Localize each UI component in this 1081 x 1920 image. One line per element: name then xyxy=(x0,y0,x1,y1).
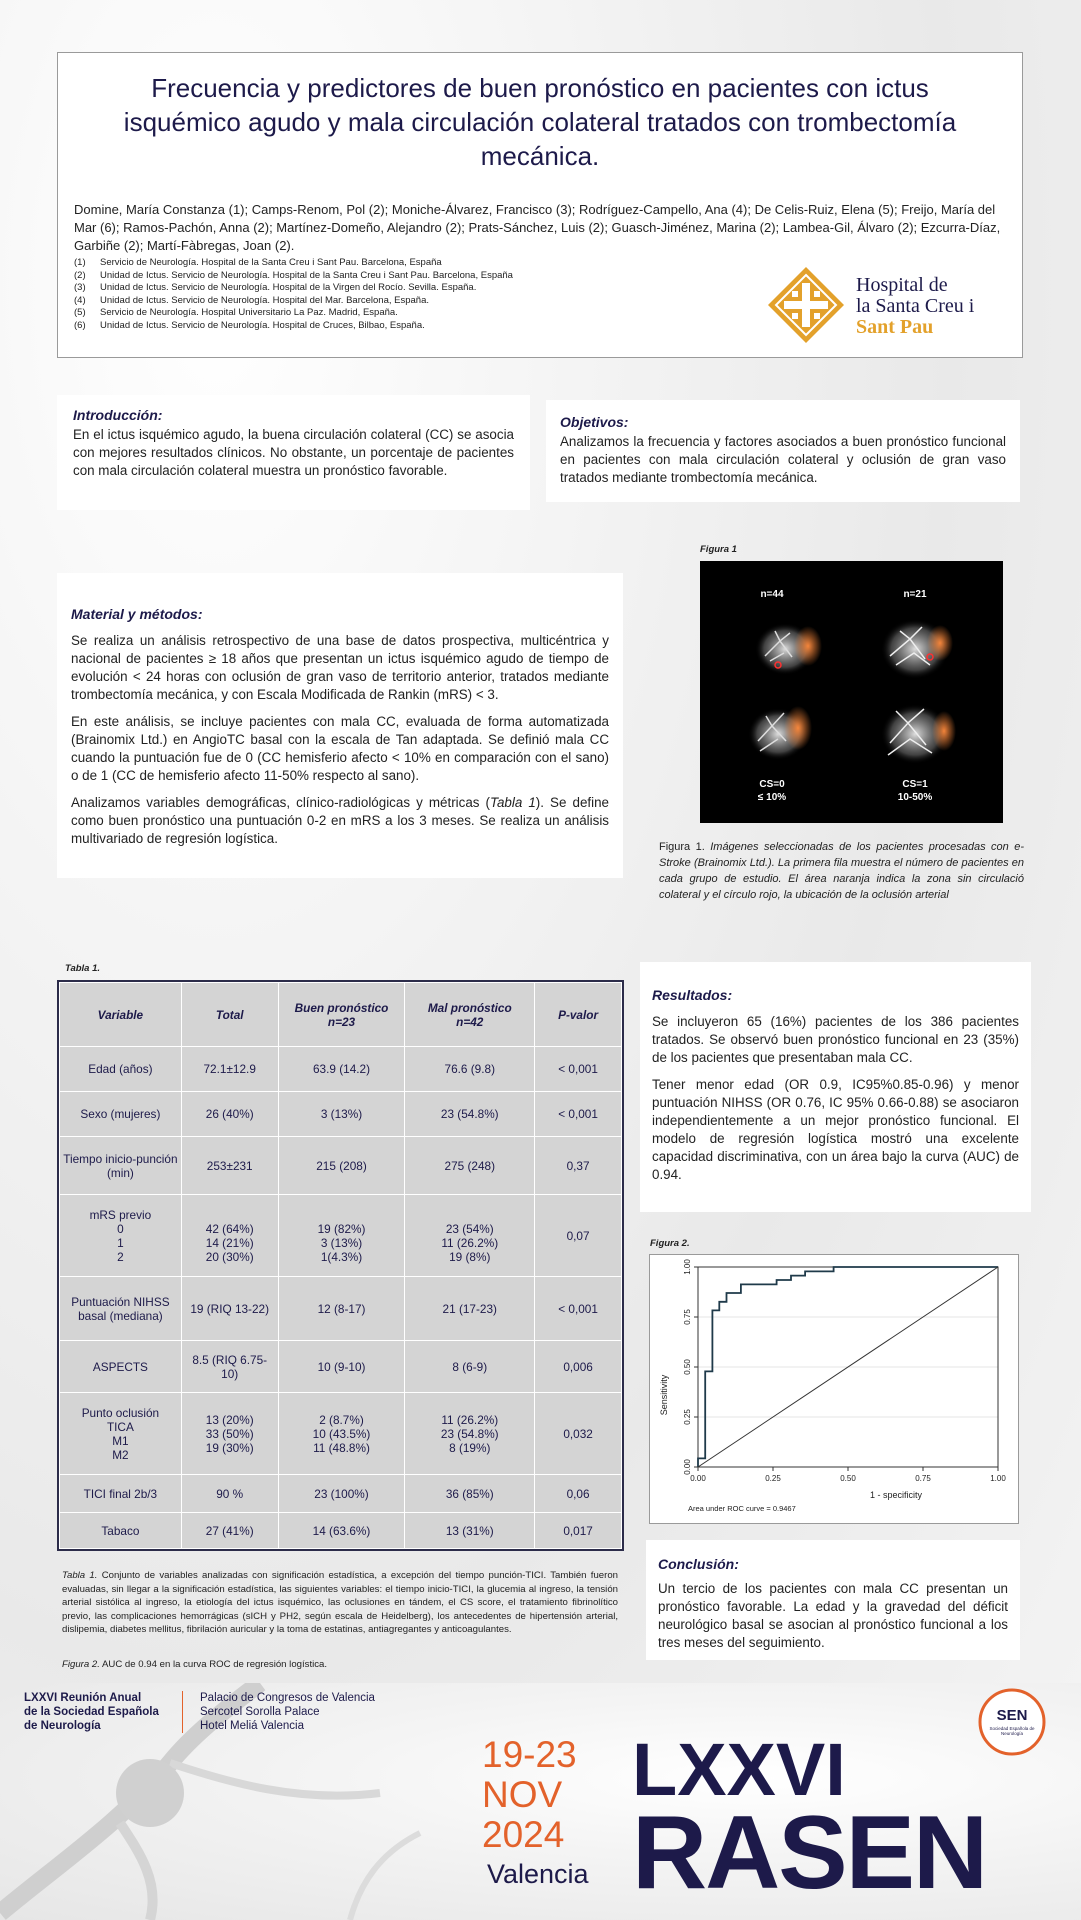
objectives-panel xyxy=(546,400,1020,502)
results-title: Resultados: xyxy=(652,987,733,1003)
congress-edition: LXXVI xyxy=(632,1728,846,1811)
hospital-logo xyxy=(766,265,1006,347)
affiliation-item: (5) Servicio de Neurología. Hospital Universitario La Paz. Madrid, España. xyxy=(74,307,398,318)
affiliation-item: (2) Unidad de Ictus. Servicio de Neurología. Hospital de la Santa Creu i Sant Pau. Barcelona, España xyxy=(74,269,513,281)
roc-ytick-label: 0.25 xyxy=(683,1409,692,1425)
objectives-text: Analizamos la frecuencia y factores asociados a buen pronóstico funcional en pacientes con mala circulación colateral y oclusión de gran vaso tratados mediante trombectomía mecánica. xyxy=(560,434,1006,485)
intro-panel xyxy=(57,395,530,510)
sen-logo: SEN Sociedad Española de Neurología xyxy=(966,1687,1058,1757)
roc-chart xyxy=(649,1254,1019,1524)
roc-ylabel: Sensitivity xyxy=(659,1374,669,1416)
table-header-row: Variable Total Buen pronóstico n=23 Mal pronóstico n=42 P-valor xyxy=(60,983,622,1047)
affiliation-item: (6) Unidad de Ictus. Servicio de Neurología. Hospital de Cruces, Bilbao, España. xyxy=(74,319,425,331)
roc-ytick-label: 0.75 xyxy=(683,1309,692,1325)
table-row: Puntuación NIHSS basal (mediana) 19 (RIQ 13-22) 12 (8-17) 21 (17-23) < 0,001 xyxy=(60,1277,622,1341)
affiliation-item: (1) Servicio de Neurología. Hospital de la Santa Creu i Sant Pau. Barcelona, España xyxy=(74,257,442,268)
roc-ytick-label: 0.50 xyxy=(683,1359,692,1375)
title-panel xyxy=(57,52,1023,358)
fig1-cs-right-2: 10-50% xyxy=(897,792,933,803)
table-row: Punto oclusión TICA M1 M2 13 (20%) 33 (50%) 19 (30%) 2 (8.7%) 10 (43.5%) 11 (48.8%) 11 (26.2%) 23 (54.8%) 8 (19%) 0,032 xyxy=(60,1393,622,1475)
intro-text: En el ictus isquémico agudo, la buena circulación colateral (CC) se asocia con mejores resultados clínicos. No obstante, un porcentaje de pacientes con mala circulación colateral muestra un pronóstico favorable. xyxy=(73,427,514,478)
congress-city: Valencia xyxy=(487,1859,589,1889)
roc-xtick-label: 0.50 xyxy=(840,1474,856,1483)
roc-xtick-label: 0.75 xyxy=(915,1474,931,1483)
conclusion-panel xyxy=(646,1540,1020,1660)
table-row: Tiempo inicio-punción (min) 253±231 215 (208) 275 (248) 0,37 xyxy=(60,1137,622,1195)
roc-xtick-label: 1.00 xyxy=(990,1474,1006,1483)
results-p2: Tener menor edad (OR 0.9, IC95%0.85-0.96) y menor puntuación NIHSS (OR 0.76, IC 95% 0.66-0.88) se asociaron independientemente a un mejor pronóstico funcional. El modelo de regresión logística mostró una excelente capacidad discriminativa, con un área bajo la curva (AUC) de 0.94. xyxy=(652,1077,1019,1182)
conclusion-title: Conclusión: xyxy=(658,1556,739,1572)
table-row: Sexo (mujeres) 26 (40%) 3 (13%) 23 (54.8%) < 0,001 xyxy=(60,1092,622,1137)
fig1-cs-right-1: CS=1 xyxy=(902,779,928,790)
authors: Domine, María Constanza (1); Camps-Renom, Pol (2); Moniche-Álvarez, Francisco (3); Rodríguez-Campello, Ana (4); De Celis-Ruiz, Elena (5); Freijo, María del Mar (6); Ramos-Pachón, Anna (2); Martínez-Domeño, Alejandro (2); Prats-Sánchez, Luis (2); Guasch-Jiménez, Marina (2); Lambea-Gil, Álvaro (2); Ezcurra-Díaz, Garbiñe (2); Martí-Fàbregas, Joan (2). xyxy=(74,202,1001,253)
poster-title: Frecuencia y predictores de buen pronóstico en pacientes con ictus isquémico agudo y mala circulación colateral tratados con trombectomía mecánica. xyxy=(123,73,957,171)
affiliation-item: (4) Unidad de Ictus. Servicio de Neurología. Hospital del Mar. Barcelona, España. xyxy=(74,294,429,306)
figure1-caption: Figura 1. Imágenes seleccionadas de los pacientes procesadas con e-Stroke (Brainomix Ltd.). La primera fila muestra el número de pacientes en cada grupo de estudio. El área naranja indica la zona sin circulació colateral y el círculo rojo, la ubicación de la oclusión arterial xyxy=(659,841,1024,901)
roc-annotation: Area under ROC curve = 0.9467 xyxy=(688,1504,796,1513)
roc-ytick-label: 0.00 xyxy=(683,1459,692,1475)
roc-xtick-label: 0.00 xyxy=(690,1474,706,1483)
intro-title: Introducción: xyxy=(73,407,163,423)
roc-xtick-label: 0.25 xyxy=(765,1474,781,1483)
congress-dates: 19-23 NOV 2024 xyxy=(482,1734,577,1855)
venues-text: Palacio de Congresos de Valencia Sercotel Sorolla Palace Hotel Meliá Valencia xyxy=(200,1692,375,1732)
results-p1: Se incluyeron 65 (16%) pacientes de los 386 pacientes tratados. Se observó buen pronóstico funcional en 23 (35%) de los pacientes que presentaban mala CC. xyxy=(652,1014,1019,1065)
roc-ytick-label: 1.00 xyxy=(683,1259,692,1275)
table1 xyxy=(59,982,622,1549)
table-row: TICI final 2b/3 90 % 23 (100%) 36 (85%) 0,06 xyxy=(60,1475,622,1513)
logo-text: Hospital de la Santa Creu i Sant Pau xyxy=(856,274,975,338)
figure1-label: Figura 1 xyxy=(700,544,737,555)
roc-xlabel: 1 - specificity xyxy=(869,1490,923,1500)
congress-footer xyxy=(0,1683,1081,1920)
table-row: ASPECTS 8.5 (RIQ 6.75-10) 10 (9-10) 8 (6-9) 0,006 xyxy=(60,1341,622,1393)
figure2-label: Figura 2. xyxy=(650,1238,690,1249)
congress-name: RASEN xyxy=(632,1795,987,1911)
hospital-crest-icon xyxy=(766,265,846,345)
objectives-title: Objetivos: xyxy=(560,414,629,430)
methods-p2: En este análisis, se incluye pacientes con mala CC, evaluada de forma automatizada (Brainomix Ltd.) en AngioTC basal con la escala de Tan adaptada. Se definió mala CC cuando la puntuación fue de 0 (CC hemisferio afecto < 10% en comparación con el sano) o de 1 (CC de hemisferio afecto 11-50% respecto al sano). xyxy=(71,714,609,783)
table-row: mRS previo 0 1 2 42 (64%) 14 (21%) 20 (30%) 19 (82%) 3 (13%) 1(4.3%) 23 (54%) 11 (26.2%) 19 (8%) 0,07 xyxy=(60,1195,622,1277)
figure1-angiography-image xyxy=(700,561,1003,823)
table-row: Tabaco 27 (41%) 14 (63.6%) 13 (31%) 0,017 xyxy=(60,1513,622,1549)
table1-caption: Tabla 1. Conjunto de variables analizadas con significación estadística, a excepción del tiempo punción-TICI. También fueron evaluadas, sin llegar a la significación estadística, las siguientes variables: el tiempo inicio-TICI, la glucemia al ingreso, la tensión arterial sistólica al ingreso, la etiología del ictus isquémico, las oclusiones en tándem, el CS score, el tratamiento fibrinolítico previo, las complicaciones hemorrágicas (sICH y PH2, según escala de Heidelberg), los antecedentes de hipertensión arterial, dislipemia, diabetes mellitus, fibrilación auricular y la toma de estatinas, antiagregantes y anticoagulantes. xyxy=(62,1570,618,1635)
methods-title: Material y métodos: xyxy=(71,606,203,622)
table-row: Edad (años) 72.1±12.9 63.9 (14.2) 76.6 (9.8) < 0,001 xyxy=(60,1047,622,1092)
affiliation-item: (3) Unidad de Ictus. Servicio de Neurología. Hospital de la Virgen del Rocío. Sevilla. España. xyxy=(74,282,477,293)
fig1-n-right: n=21 xyxy=(903,589,927,600)
results-panel xyxy=(640,962,1031,1212)
fig1-cs-left-2: ≤ 10% xyxy=(757,792,787,803)
figure2-caption: Figura 2. AUC de 0.94 en la curva ROC de regresión logística. xyxy=(62,1659,328,1670)
reunion-text: LXXVI Reunión Anual de la Sociedad Española de Neurología xyxy=(24,1692,159,1732)
methods-p3: Analizamos variables demográficas, clínico-radiológicas y métricas (Tabla 1). Se define como buen pronóstico una puntuación 0-2 en mRS a los 3 meses. Se realiza un análisis multivariado de regresión logística. xyxy=(71,795,609,846)
affiliations xyxy=(74,257,634,332)
table1-label: Tabla 1. xyxy=(65,963,101,974)
footer-divider xyxy=(182,1691,183,1733)
fig1-cs-left-1: CS=0 xyxy=(759,779,785,790)
conclusion-text: Un tercio de los pacientes con mala CC presentan un pronóstico favorable. La edad y la gravedad del déficit neurológico basal se asocian al pronóstico funcional a los tres meses del seguimiento. xyxy=(658,1581,1008,1650)
fig1-n-left: n=44 xyxy=(760,589,784,600)
methods-p1: Se realiza un análisis retrospectivo de una base de datos prospectiva, multicéntrica y nacional de pacientes ≥ 18 años que presentan un ictus isquémico agudo de tiempo de evolución < 24 horas con oclusión de gran vaso de territorio anterior, tratados mediante trombectomía mecánica, y con Escala Modificada de Rankin (mRS) < 3. xyxy=(71,633,609,702)
methods-panel xyxy=(57,573,623,878)
